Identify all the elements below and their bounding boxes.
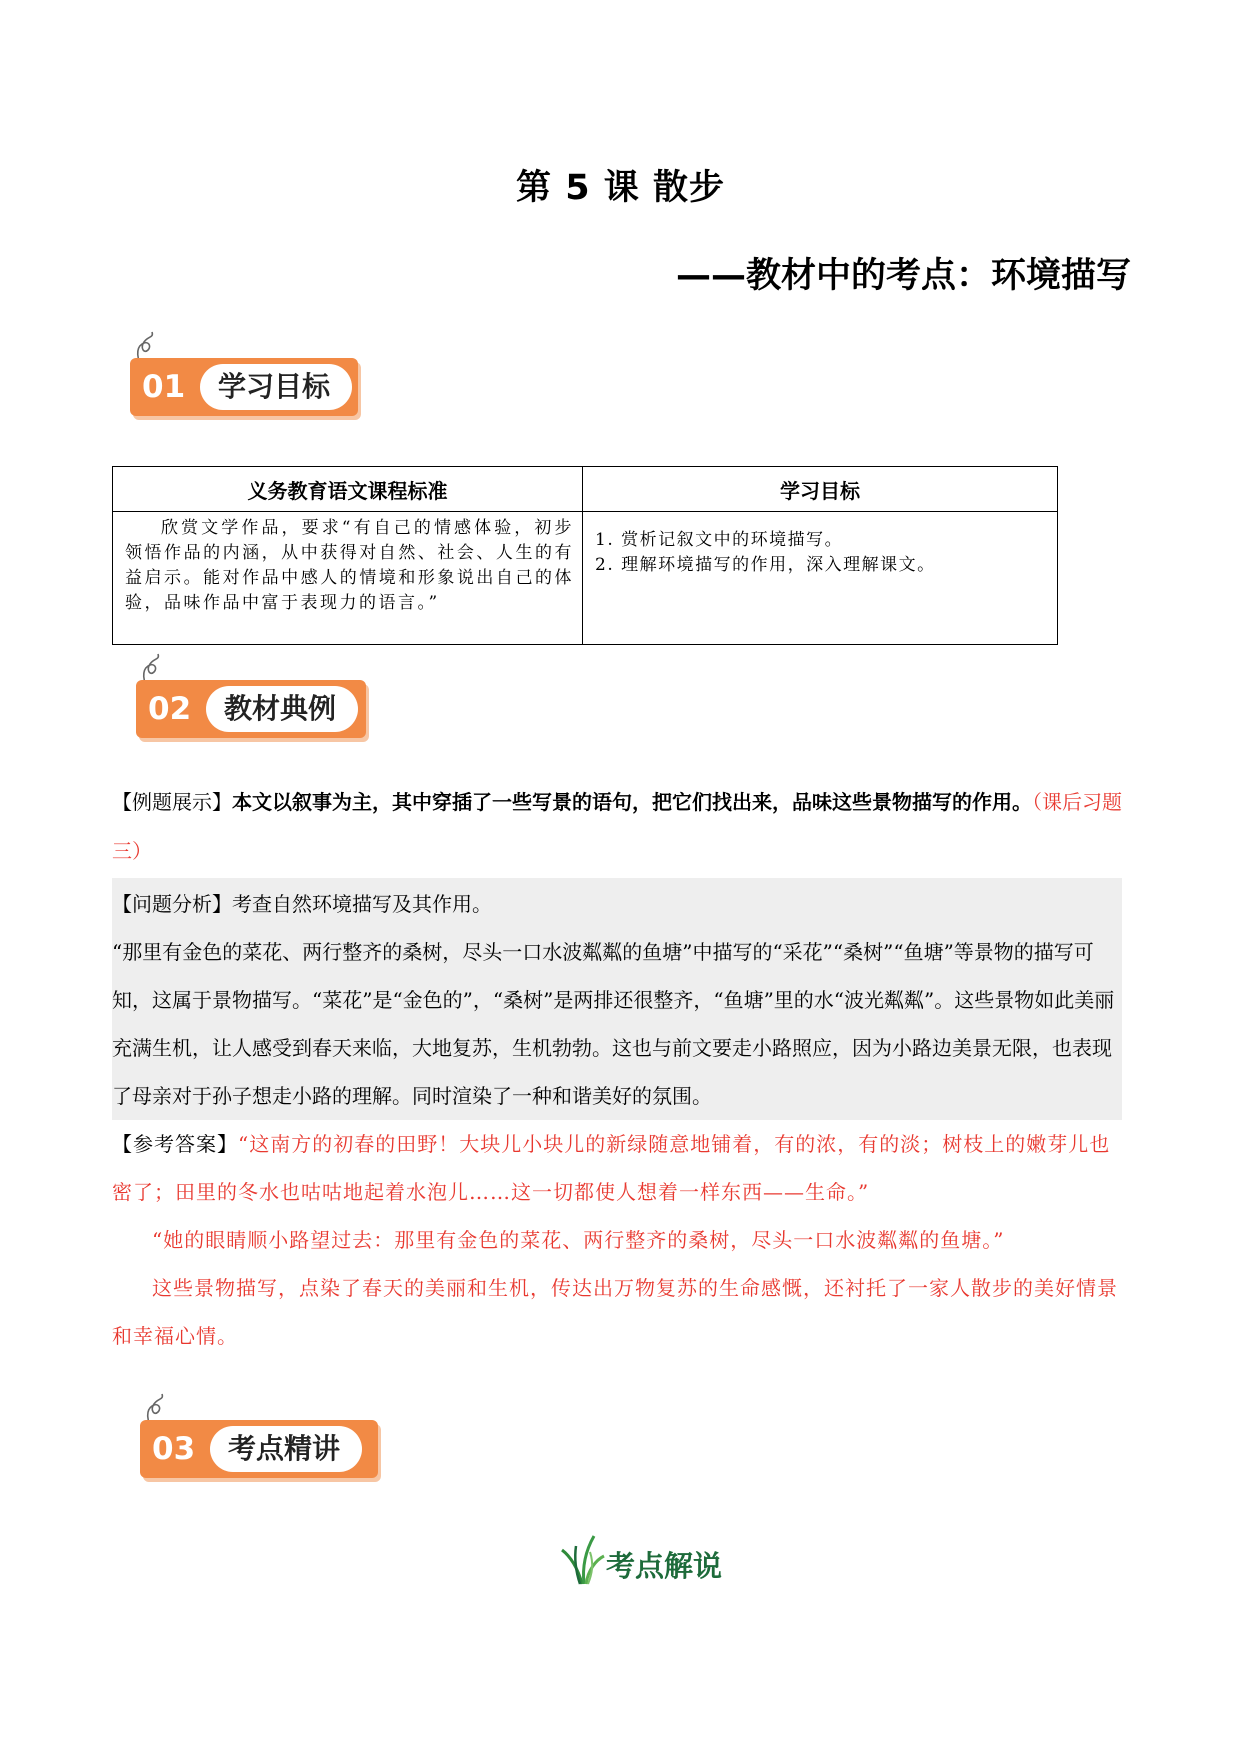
answer-quote-2: “她的眼睛顺小路望过去：那里有金色的菜花、两行整齐的桑树，尽头一口水波粼粼的鱼塘。” <box>152 1228 1005 1252</box>
goals-cell <box>583 512 1058 645</box>
goal-item: 1. 赏析记叙文中的环境描写。 <box>595 530 844 550</box>
section-label: 教材典例 <box>206 686 358 732</box>
standard-text: 欣赏文学作品，要求“有自己的情感体验，初步领悟作品的内涵，从中获得对自然、社会、人生的有益启示。能对作品中感人的情境和形象说出自己的体验，品味作品中富于表现力的语言。” <box>113 512 583 645</box>
answer-block <box>112 1120 1122 1360</box>
answer-summary: 这些景物描写，点染了春天的美丽和生机，传达出万物复苏的生命感慨，还衬托了一家人散步的美好情景和幸福心情。 <box>112 1276 1118 1348</box>
answer-tag: 【参考答案】 <box>112 1132 238 1156</box>
section-label: 学习目标 <box>200 364 352 410</box>
page-title: 第 5 课 散步 <box>516 168 725 208</box>
section-label: 考点精讲 <box>210 1426 362 1472</box>
grass-icon <box>560 1530 606 1586</box>
section-badge-key-points <box>140 1412 380 1476</box>
analysis-tag: 【问题分析】 <box>112 892 232 916</box>
section-number: 02 <box>148 691 192 727</box>
question-text: 本文以叙事为主，其中穿插了一些写景的语句，把它们找出来，品味这些景物描写的作用。 <box>232 790 1032 814</box>
example-question <box>112 778 1122 876</box>
analysis-head: 考查自然环境描写及其作用。 <box>232 892 492 916</box>
example-block <box>112 778 1122 1360</box>
section-badge-learning-goals <box>130 350 370 414</box>
table-header-goals: 学习目标 <box>583 467 1058 512</box>
answer-quote-1: “这南方的初春的田野！大块儿小块儿的新绿随意地铺着，有的浓，有的淡；树枝上的嫩芽儿也密了；田里的冬水也咕咕地起着水泡儿……这一切都使人想着一样东西——生命。” <box>112 1132 1111 1204</box>
table-header-standard: 义务教育语文课程标准 <box>113 467 583 512</box>
keypoint-heading <box>560 1530 723 1590</box>
page-subtitle: ——教材中的考点：环境描写 <box>675 256 1131 296</box>
section-number: 01 <box>142 369 186 405</box>
goal-item: 2. 理解环境描写的作用，深入理解课文。 <box>595 555 936 575</box>
standards-table <box>112 466 1058 645</box>
analysis-body: “那里有金色的菜花、两行整齐的桑树，尽头一口水波粼粼的鱼塘”中描写的“采花”“桑树”“鱼塘”等景物的描写可知，这属于景物描写。“菜花”是“金色的”，“桑树”是两排还很整齐，“鱼塘”里的水“波光粼粼”。这些景物如此美丽充满生机，让人感受到春天来临，大地复苏，生机勃勃。这也与前文要走小路照应，因为小路边美景无限，也表现了母亲对于孙子想走小路的理解。同时渲染了一种和谐美好的氛围。 <box>112 940 1115 1108</box>
example-tag: 【例题展示】 <box>112 790 232 814</box>
section-number: 03 <box>152 1431 196 1467</box>
question-source: （课后习题三） <box>112 790 1122 863</box>
analysis-block <box>112 878 1122 1120</box>
section-badge-textbook-examples <box>136 672 376 736</box>
keypoint-label: 考点解说 <box>606 1549 723 1583</box>
